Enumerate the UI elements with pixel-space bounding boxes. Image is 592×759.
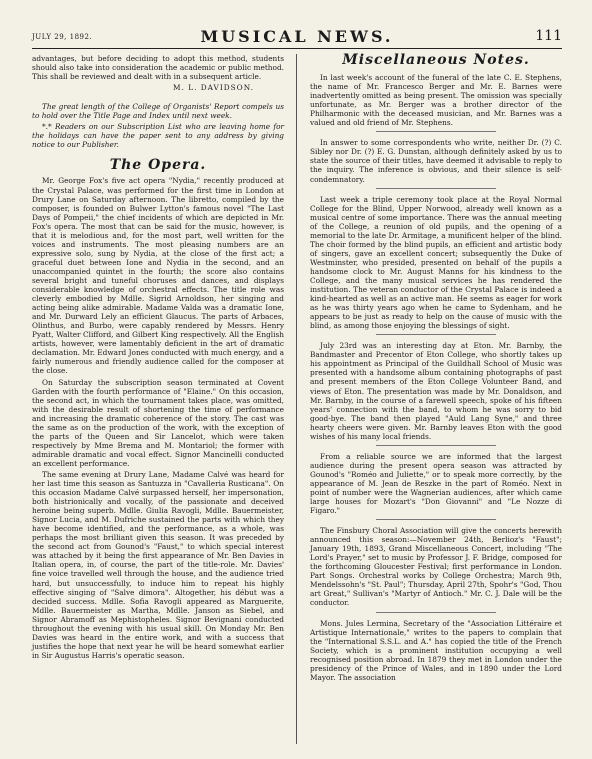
author-signature: M. L. DAVIDSON. [173, 83, 254, 93]
misc-paragraph: From a reliable source we are informed that the largest audience during the present opera season was attracted by Gounod's "Roméo and Juliette," or to speak more correctly, by the appearance of M. Jean de Reszke in the part of Roméo. Next in point of number were the Wagnerian audiences, after which came large houses for Mozart's "Don Giovanni" and "Le Nozze di Figaro." [310, 451, 562, 516]
separator-rule [376, 188, 496, 189]
right-column [310, 54, 562, 684]
column-divider [296, 54, 297, 744]
section-heading-opera: The Opera. [109, 157, 207, 174]
misc-paragraph: Mons. Jules Lermina, Secretary of the "Association Littéraire et Artistique Internationale," writes to the papers to complain that the "International S.S.L. and A." has copied the title of the French Society, which is a prominent institution occupying a well recognised position abroad. In 1879 they met in London under the presidency of the Prince of Wales, and in 1890 under the Lord Mayor. The association [310, 618, 562, 682]
article-intro-paragraph: advantages, but before deciding to adopt this method, students should also take into consideration the academic or public method. This shall be reviewed and dealt with in a subsequent article. [32, 54, 284, 82]
separator-rule [376, 334, 496, 335]
left-column [32, 54, 284, 662]
separator-rule [376, 519, 496, 520]
section-heading-miscellaneous: Miscellaneous Notes. [342, 52, 530, 68]
subscriber-note: *.* Readers on our Subscription List who are leaving home for the holidays can have the paper sent to any address by giving notice to our Publisher. [32, 122, 284, 150]
misc-paragraph: In answer to some correspondents who write, neither Dr. (?) C. Sibley nor Dr. (?) E. G. Dunstan, although definitely asked by us to state the source of their titles, have deemed it advisable to reply to the inquiry. The inference is obvious, and their silence is self-condemnatory. [310, 138, 562, 184]
misc-paragraph: Last week a triple ceremony took place at the Royal Normal College for the Blind, Upper Norwood, already well known as a musical centre of some importance. There was the annual meeting of the College, a reunion of old pupils, and the opening of a memorial to the late Dr. Armitage, a munificent helper of the blind. The choir formed by the blind pupils, an efficient and artistic body of singers, gave an excellent concert; subsequently the Duke of Westminster, who presided, presented on behalf of the pupils a handsome clock to Mr. August Manns for his kindness to the College, and the many musical services he has rendered the institution. The veteran conductor of the Crystal Palace is indeed a kind-hearted as well as an active man. He seems as eager for work as he was thirty years ago when he came to Sydenham, and he appears to be just as ready to help on the cause of music with the blind, as among those enjoying the blessings of sight. [310, 194, 562, 331]
separator-rule [376, 131, 496, 132]
page-number: 111 [535, 28, 562, 44]
misc-paragraph: In last week's account of the funeral of the late C. E. Stephens, the name of Mr. Francesco Berger and Mr. E. Barnes were inadvertently omitted as being present. The omission was specially unfortunate, as Mr. Berger was a brother director of the Philharmonic with the deceased musician, and Mr. Barnes was a valued and old friend of Mr. Stephens. [310, 73, 562, 128]
misc-paragraph: July 23rd was an interesting day at Eton. Mr. Barnby, the Bandmaster and Precentor of Eton College, who shortly takes up his appointment as Principal of the Guildhall School of Music was presented with a handsome album containing photographs of past and present members of the Eton College Volunteer Band, and views of Eton. The presentation was made by Mr. Donaldson, and Mr. Barnby, in the course of a farewell speech, spoke of his fifteen years' connection with the band, to whom he was sorry to bid good-bye. The band then played "Auld Lang Syne," and three hearty cheers were given. Mr. Barnby leaves Eton with the good wishes of his many local friends. [310, 341, 562, 441]
issue-date: JULY 29, 1892. [32, 33, 93, 41]
misc-paragraph: The Finsbury Choral Association will give the concerts herewith announced this season:—November 24th, Berlioz's "Faust"; January 19th, 1893, Grand Miscellaneous Concert, including "The Lord's Prayer," set to music by Professor J. F. Bridge, composed for the forthcoming Gloucester Festival; first performance in London. Part Songs. Orchestral works by College Orchestra; March 9th, Mendelssohn's "St. Paul"; Thursday, April 27th, Spohr's "God, Thou art Great," Sullivan's "Martyr of Antioch." Mr. C. J. Dale will be the conductor. [310, 526, 562, 608]
opera-paragraph: The same evening at Drury Lane, Madame Calvé was heard for her last time this season as Santuzza in "Cavalleria Rusticana". On this occasion Madame Calvé surpassed herself, her impersonation, both histrionically and vocally, of the passionate and deceived heroine being superb. Mdlle. Giulia Ravogli, Mdlle. Bauermeister, Signor Lucia, and M. Dufriche sustained the parts with which they have become identified, and the performance, as a whole, was perhaps the most brilliant given this season. It was preceded by the second act from Gounod's "Faust," to which special interest was attached by it being the first appearance of Mr. Ben Davies in Italian opera, in, of course, the part of the title-role. Mr. Davies' fine voice travelled well through the house, and the audience tried hard, but unsuccessfully, to induce him to repeat his highly effective singing of "Salve dimora". Altogether, his début was a decided success. Mdlle. Sofia Ravogli appeared as Marguerite, Mdlle. Bauermeister as Martha, Mdlle. Janson as Siebel, and Signor Abramoff as Mephistopheles. Signor Bevignani conducted throughout the evening with his usual skill. On Monday Mr. Ben Davies was heard in the entire work, and with a success that justifies the hope that next year he will be heard somewhat earlier in Sir Augustus Harris's operatic season. [32, 469, 284, 660]
separator-rule [376, 445, 496, 446]
opera-paragraph: On Saturday the subscription season terminated at Covent Garden with the fourth performance of "Elaine." On this occasion, the second act, in which the tournament takes place, was omitted, with the desirable result of shortening the time of performance and increasing the dramatic coherence of the story. The cast was the same as on the production of the work, with the exception of the parts of the Queen and Sir Lancelot, which were taken respectively by Mme Brema and M. Montariol; the former with admirable dramatic and vocal effect. Signor Mancinelli conducted an excellent performance. [32, 377, 284, 468]
separator-rule [376, 612, 496, 613]
masthead-title: MUSICAL NEWS. [200, 27, 394, 46]
header-rule [32, 48, 562, 49]
editorial-note: The great length of the College of Organists' Report compels us to hold over the Title Page and Index until next week. [32, 102, 284, 121]
opera-paragraph: Mr. George Fox's five act opera "Nydia," recently produced at the Crystal Palace, was performed for the first time in London at Drury Lane on Saturday afternoon. The libretto, compiled by the composer, is founded on Bulwer Lytton's famous novel "The Last Days of Pompeii," the chief incidents of which are depicted in Mr. Fox's opera. The most that can be said for the music, however, is that it is melodious and, for the most part, well written for the voices and instruments. The most pleasing numbers are an expressive solo, sung by Nydia, at the close of the first act; a graceful duet between Ione and Nydia in the second, and an unaccompanied quintet in the fourth; the score also contains several bright and tuneful choruses and dances, and displays considerable knowledge of orchestral effects. The title role was cleverly embodied by Mdlle. Sigrid Arnoldson, her singing and acting being alike admirable. Madame Valda was a dramatic Ione, and Mr. Durward Lely an efficient Glaucus. The parts of Arbaces, Olinthus, and Burbo, were capably rendered by Messrs. Henry Pyatt, Walter Clifford, and Gilbert King respectively. All the English artists, however, were lamentably deficient in the art of dramatic declamation. Mr. Edward Jones conducted with much energy, and a fairly numerous and friendly audience called for the composer at the close. [32, 176, 284, 376]
page-header [32, 26, 562, 48]
